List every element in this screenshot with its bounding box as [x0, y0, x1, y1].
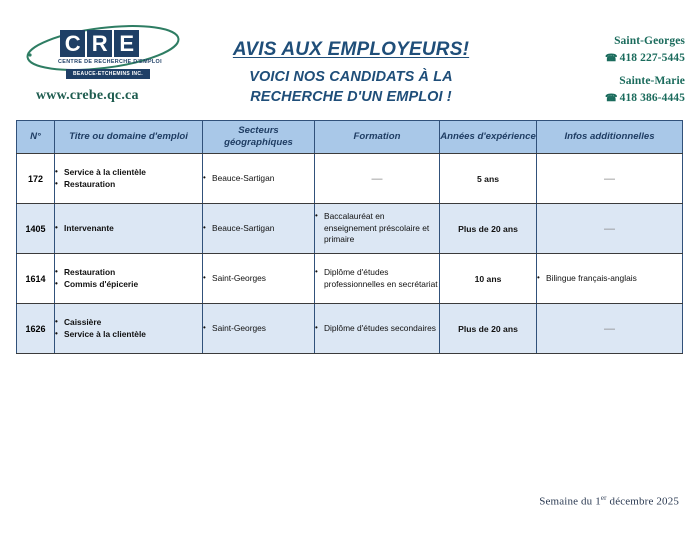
- column-header-infos: Infos additionnelles: [537, 121, 683, 154]
- contact-phone-sainte-marie[interactable]: [605, 90, 685, 107]
- list-item: • Restauration: [55, 267, 202, 279]
- cell-titre: [55, 304, 203, 354]
- formation-list: [315, 211, 439, 247]
- cell-titre: [55, 254, 203, 304]
- table-row: [17, 254, 683, 304]
- logo-tagline: CENTRE DE RECHERCHE D'EMPLOI: [58, 59, 162, 65]
- logo-letter-r: R: [87, 30, 112, 57]
- list-item: • Saint-Georges: [203, 323, 314, 335]
- formation-list: [315, 323, 439, 335]
- headline-secondary-line2: RECHERCHE D'UN EMPLOI !: [250, 89, 452, 106]
- titre-list: [55, 167, 202, 191]
- cell-secteurs: [203, 254, 315, 304]
- secteurs-list: [203, 173, 314, 185]
- footer-ordinal: er: [600, 494, 607, 502]
- cell-experience: 5 ans: [440, 154, 537, 204]
- infos-list: [537, 273, 682, 285]
- cell-formation: [315, 204, 440, 254]
- cell-secteurs: [203, 304, 315, 354]
- list-item: • Diplôme d'études professionnelles en secrétariat: [315, 267, 439, 291]
- contact-info: [605, 33, 685, 107]
- headline-primary: AVIS AUX EMPLOYEURS!: [232, 39, 470, 60]
- list-item: • Beauce-Sartigan: [203, 173, 314, 185]
- cell-experience: Plus de 20 ans: [440, 204, 537, 254]
- list-item: • Intervenante: [55, 223, 202, 235]
- formation-list: [315, 267, 439, 291]
- cell-experience: 10 ans: [440, 254, 537, 304]
- table-row: [17, 154, 683, 204]
- headline-secondary: [186, 67, 516, 108]
- list-item: • Caissière: [55, 317, 202, 329]
- list-item: • Service à la clientèle: [55, 329, 202, 341]
- contact-city-sainte-marie: Sainte-Marie: [619, 75, 685, 88]
- footer-suffix: décembre 2025: [606, 495, 679, 508]
- cell-infos: —: [537, 154, 683, 204]
- table-header: [17, 121, 683, 154]
- website-url[interactable]: www.crebe.qc.ca: [36, 88, 139, 103]
- secteurs-list: [203, 323, 314, 335]
- contact-phone-saint-georges-number: 418 227-5445: [619, 51, 685, 64]
- cell-titre: [55, 204, 203, 254]
- list-item: • Beauce-Sartigan: [203, 223, 314, 235]
- logo-mark: [20, 24, 186, 82]
- contact-city-saint-georges: Saint-Georges: [614, 35, 685, 47]
- headline: [186, 38, 516, 108]
- column-header-titre: Titre ou domaine d'emploi: [55, 121, 203, 154]
- cell-numero: 1626: [17, 304, 55, 354]
- list-item: • Commis d'épicerie: [55, 279, 202, 291]
- cell-formation: [315, 304, 440, 354]
- list-item: • Saint-Georges: [203, 273, 314, 285]
- cell-formation: [315, 254, 440, 304]
- cell-infos: [537, 254, 683, 304]
- cell-infos: —: [537, 204, 683, 254]
- titre-list: [55, 317, 202, 341]
- cre-logo: [14, 24, 194, 106]
- table-row: [17, 204, 683, 254]
- cell-formation: —: [315, 154, 440, 204]
- list-item: • Diplôme d'études secondaires: [315, 323, 439, 335]
- column-header-secteurs: Secteurs géographiques: [203, 121, 315, 154]
- footer-week-label: [539, 494, 679, 508]
- table-body: [17, 154, 683, 354]
- footer-prefix: Semaine du 1: [539, 495, 601, 508]
- cell-numero: 1405: [17, 204, 55, 254]
- list-item: • Baccalauréat en enseignement préscolaire et primaire: [315, 211, 439, 247]
- list-item: • Restauration: [55, 179, 202, 191]
- phone-icon: ☎: [605, 93, 618, 105]
- logo-subtitle: BEAUCE-ETCHEMINS INC.: [66, 69, 150, 79]
- cell-titre: [55, 154, 203, 204]
- table-header-row: [17, 121, 683, 154]
- list-item: • Bilingue français-anglais: [537, 273, 682, 285]
- table-row: [17, 304, 683, 354]
- candidates-table: [16, 120, 683, 354]
- column-header-numero: N°: [17, 121, 55, 154]
- titre-list: [55, 223, 202, 235]
- cell-numero: 172: [17, 154, 55, 204]
- contact-phone-sainte-marie-number: 418 386-4445: [619, 92, 685, 105]
- candidates-table-wrapper: [16, 120, 682, 354]
- list-item: • Service à la clientèle: [55, 167, 202, 179]
- headline-secondary-line1: VOICI NOS CANDIDATS À LA: [249, 68, 453, 85]
- logo-letter-c: C: [60, 30, 85, 57]
- cell-secteurs: [203, 204, 315, 254]
- secteurs-list: [203, 223, 314, 235]
- cell-experience: Plus de 20 ans: [440, 304, 537, 354]
- cell-infos: —: [537, 304, 683, 354]
- secteurs-list: [203, 273, 314, 285]
- phone-icon: ☎: [605, 52, 618, 64]
- column-header-annees: Années d'expérience: [440, 121, 537, 154]
- contact-spacer: [605, 66, 685, 73]
- titre-list: [55, 267, 202, 291]
- column-header-formation: Formation: [315, 121, 440, 154]
- cell-numero: 1614: [17, 254, 55, 304]
- cell-secteurs: [203, 154, 315, 204]
- page-header: [0, 0, 699, 112]
- logo-letter-e: E: [114, 30, 139, 57]
- logo-letters: [60, 30, 139, 57]
- contact-phone-saint-georges[interactable]: [605, 50, 685, 67]
